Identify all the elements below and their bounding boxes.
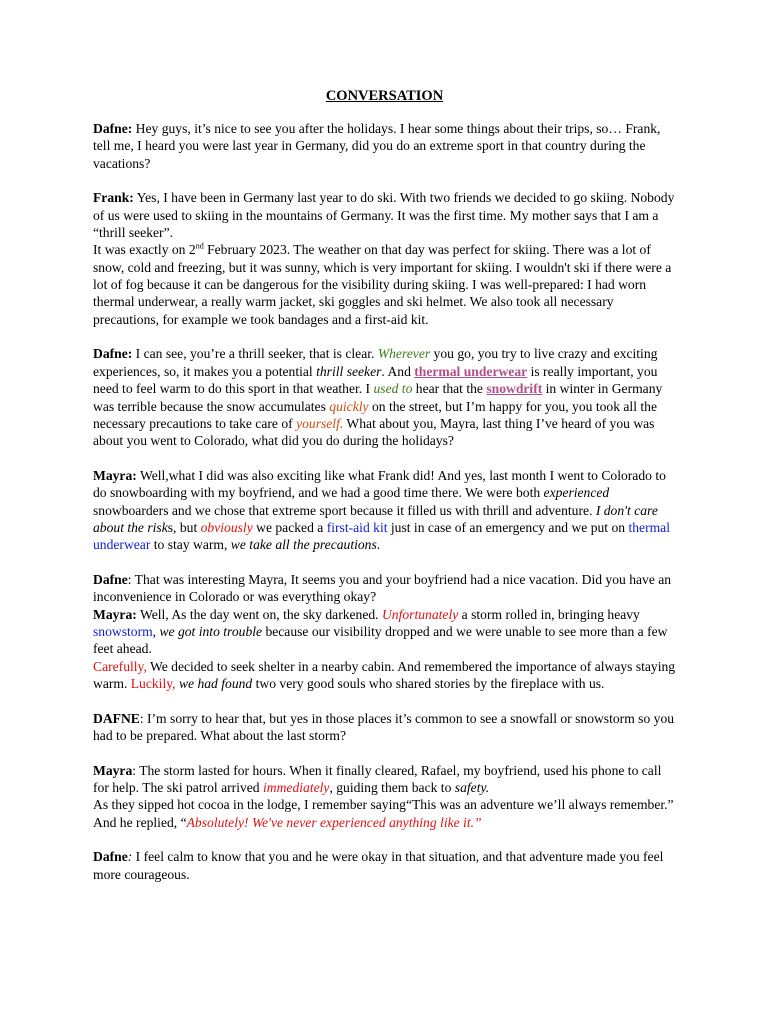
paragraph-text: . <box>376 537 381 553</box>
speaker-label: DAFNE <box>93 710 140 726</box>
highlight-first-aid-kit: first-aid kit <box>326 519 388 535</box>
paragraph-text: because our visibility dropped and we were unable to see more than a few feet ahead. <box>93 623 668 657</box>
paragraph-dafne-4 <box>93 710 676 745</box>
paragraph-text: : I’m sorry to hear that, but yes in those places it’s common to see a snowfall or snowstorm so you had to be prepared. What about the last storm? <box>93 710 675 744</box>
paragraph-mayra-3 <box>93 762 676 831</box>
highlight-absolutely: Absolutely! <box>186 814 249 830</box>
speaker-label: Dafne <box>93 571 128 587</box>
paragraph-text: just in case of an emergency and we put on <box>387 519 629 535</box>
highlight-had-found: we had found <box>178 676 253 691</box>
highlight-precautions: we take all the precautions <box>230 537 377 553</box>
speaker-colon: : <box>127 849 133 865</box>
paragraph-text: , guiding them back to <box>329 780 455 796</box>
paragraph-text: , <box>152 623 160 639</box>
highlight-thrill-seeker: thrill seeker <box>316 363 382 379</box>
speaker-label: Mayra <box>93 762 133 778</box>
paragraph-text: As they sipped hot cocoa in the lodge, I remember saying“This was an adventure we’ll always remember.” And he replied, “ <box>93 797 674 830</box>
highlight-yourself: yourself. <box>296 415 344 431</box>
highlight-safety: safety. <box>454 780 490 796</box>
paragraph-text: It was exactly on 2 <box>93 242 196 258</box>
paragraph-text: snowboarders and we chose that extreme sport because it filled us with thrill and adventure. <box>93 502 596 518</box>
paragraph-text: you go, you try to live crazy and exciting experiences, so, it makes you a potential <box>93 346 658 379</box>
paragraph-text: I feel calm to know that you and he were okay in that situation, and that adventure made you feel more courageous. <box>93 849 664 882</box>
paragraph-text: is really important, you need to feel warm to do this sport in that weather. I <box>93 363 658 397</box>
highlight-experienced: experienced <box>543 485 610 501</box>
paragraph-text: two very good souls who shared stories by the fireplace with us. <box>252 676 605 691</box>
highlight-quickly: quickly <box>329 398 369 414</box>
paragraph-text: we packed a <box>252 519 327 535</box>
highlight-unfortunately: Unfortunately <box>381 606 459 622</box>
highlight-thermal-underwear: thermal underwear <box>93 519 670 553</box>
highlight-used-to: used to <box>373 381 413 397</box>
paragraph-text: in winter in Germany was terrible because the snow accumulates <box>93 381 663 414</box>
paragraph-dafne-3 <box>93 571 676 692</box>
document-title: CONVERSATION <box>325 88 444 104</box>
paragraph-text: a storm rolled in, bringing heavy <box>458 606 640 622</box>
paragraph-text: . And <box>381 363 415 379</box>
highlight-luckily: Luckily, <box>130 676 176 691</box>
paragraph-text: : The storm lasted for hours. When it finally cleared, Rafael, my boyfriend, used his phone to call for help. The ski patrol arrived <box>93 762 662 796</box>
highlight-snowstorm: snowstorm <box>93 623 153 639</box>
speaker-label: Dafne: <box>93 346 133 362</box>
paragraph-text: : That was interesting Mayra, It seems you and your boyfriend had a nice vacation. Did you have an inconvenience in Colorado or was everything okay? <box>93 571 672 605</box>
paragraph-text: to stay warm, <box>150 537 231 553</box>
paragraph-text: on the street, but I’m happy for you, you took all the necessary precautions to take care of <box>93 398 657 431</box>
paragraph-dafne-1 <box>93 120 676 172</box>
highlight-snowdrift: snowdrift <box>486 381 543 397</box>
paragraph-text: s, but <box>167 519 201 535</box>
paragraph-text: I can see, you’re a thrill seeker, that is clear. <box>132 346 378 362</box>
paragraph-mayra-1 <box>93 467 676 554</box>
highlight-carefully: Carefully, <box>93 658 147 674</box>
paragraph-dafne-5 <box>93 848 676 883</box>
paragraph-text: Yes, I have been in Germany last year to do ski. With two friends we decided to go skiing. Nobody of us were used to skiing in the mountains of Germany. It was the first time. My mother says that I am a “thrill seeker”. <box>93 190 675 241</box>
highlight-wherever: Wherever <box>377 346 431 362</box>
paragraph-text: What about you, Mayra, last thing I’ve heard of you was about you went to Colorado, what did you do during the holidays? <box>93 415 655 449</box>
speaker-label: Frank: <box>93 190 134 206</box>
paragraph-text: February 2023. The weather on that day was perfect for skiing. There was a lot of snow, cold and freezing, but it was sunny, which is very important for skiing. I wouldn't ski if there were a lot of fog because it can be dangerous for the visibility during skiing. I was well-prepared: I had worn thermal underwear, a really warm jacket, ski goggles and ski helmet. We also took all necessary precautions, for example we took bandages and a first-aid kit. <box>93 242 672 327</box>
speaker-label: Mayra: <box>93 467 137 483</box>
paragraph-dafne-2 <box>93 345 676 449</box>
highlight-trouble: we got into trouble <box>159 623 263 639</box>
paragraph-text: Well, As the day went on, the sky darkened. <box>136 606 382 622</box>
ordinal-suffix: nd <box>195 241 204 251</box>
paragraph-frank-1 <box>93 189 676 328</box>
paragraph-text: hear that the <box>412 381 487 397</box>
highlight-obviously: obviously <box>200 519 253 535</box>
paragraph-text: Hey guys, it’s nice to see you after the holidays. I hear some things about their trips, so… Frank, tell me, I heard you were last year in Germany, did you do an extreme sport in that country during the vacations? <box>93 121 661 171</box>
speaker-label: Dafne: <box>93 121 133 136</box>
paragraph-text: Well,what I did was also exciting like what Frank did! And yes, last month I went to Colorado to do snowboarding with my boyfriend, and we had a good time there. We were both <box>93 467 666 501</box>
highlight-dont-care: I don't care about the risk <box>93 502 658 535</box>
speaker-label: Dafne <box>93 849 128 865</box>
speaker-label: Mayra: <box>93 606 137 622</box>
paragraph-text: We decided to seek shelter in a nearby cabin. And remembered the importance of always staying warm. <box>93 658 676 691</box>
highlight-immediately: immediately <box>263 780 330 796</box>
highlight-never-experienced: We've never experienced anything like it.” <box>248 814 482 830</box>
highlight-thermal-underwear: thermal underwear <box>414 363 528 379</box>
